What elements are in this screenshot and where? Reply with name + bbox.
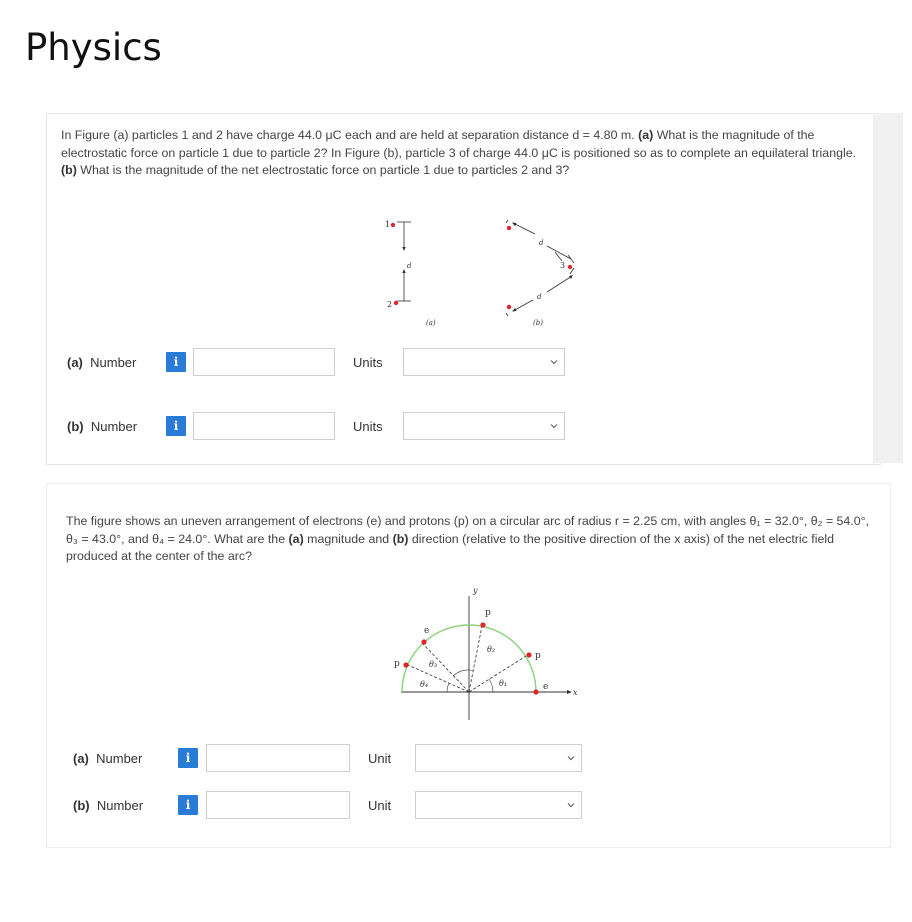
particle-2-b — [507, 305, 511, 309]
q1-row-b-number-label: Number — [90, 419, 138, 434]
figure-a — [385, 220, 436, 327]
chevron-down-icon — [566, 753, 576, 763]
electron-right-label: e — [543, 682, 549, 692]
particle-1 — [391, 223, 395, 227]
q1-row-a-units-label: Units — [353, 355, 383, 370]
q2-row-b-part: (b) — [73, 798, 90, 813]
q1-row-b-part: (b) — [67, 419, 84, 434]
q2-row-a-units-label: Unit — [368, 751, 392, 766]
q1-part-b-marker: (b) — [61, 163, 77, 177]
q1-text-part: In Figure (a) particles 1 and 2 have charge 44.0 μC each and are held at separation distance d = 4.80 m. — [61, 128, 639, 142]
distance-label-b1: d — [539, 239, 544, 247]
particle-2-label: 2 — [387, 300, 393, 309]
q1-row-b-label — [67, 419, 137, 434]
q1-text-part: What is the magnitude of the electrostatic force on particle 1 due to particle 2? In Figure (b), particle 3 of charge 44.0 μC is positioned so as to complete an equilateral triangle. — [61, 128, 857, 160]
scroll-gutter — [873, 113, 903, 463]
q2-row-b-number-label: Number — [96, 798, 144, 813]
theta-4-label: θ₄ — [420, 680, 429, 689]
figure-a-caption: (a) — [426, 319, 436, 327]
theta-2-label: θ₂ — [487, 645, 496, 654]
q2-text-part: direction (relative to the positive direction of the x axis) of the net electric field produced at the center of the arc? — [66, 531, 835, 563]
q2-row-b-label — [73, 798, 143, 813]
q1-row-b-units-select[interactable] — [403, 412, 565, 440]
question-2-card — [46, 483, 891, 848]
q1-part-a-marker: (a) — [638, 128, 654, 142]
q2-row-a-part: (a) — [73, 751, 89, 766]
chevron-down-icon — [549, 357, 559, 367]
q1-row-a-units-select[interactable] — [403, 348, 565, 376]
theta-1-label: θ₁ — [499, 679, 508, 688]
q2-row-b-units-label: Unit — [368, 798, 392, 813]
q1-row-b-number-input[interactable] — [193, 412, 335, 440]
question-2-figure — [387, 582, 587, 722]
q2-part-b-marker: (b) — [392, 531, 409, 546]
q1-answer-row-b — [67, 412, 607, 442]
q2-row-a-info-button[interactable]: i — [178, 748, 198, 768]
q1-row-a-number-label: Number — [90, 355, 137, 370]
q2-row-b-units-select[interactable] — [415, 791, 582, 819]
x-axis-label: x — [573, 688, 578, 697]
proton-top — [480, 622, 485, 627]
electron-upper-left-label: e — [424, 626, 430, 636]
electron-upper-left — [421, 639, 426, 644]
theta-3-label: θ₃ — [429, 660, 438, 669]
proton-left — [403, 662, 408, 667]
q1-row-a-part: (a) — [67, 355, 83, 370]
q1-row-a-number-input[interactable] — [193, 348, 335, 376]
chevron-down-icon — [549, 421, 559, 431]
figure-b-caption: (b) — [533, 319, 543, 327]
q2-row-b-info-button[interactable]: i — [178, 795, 198, 815]
proton-right-label: p — [535, 651, 541, 661]
particle-2 — [394, 301, 398, 305]
particle-1-label: 1 — [385, 220, 391, 229]
chevron-down-icon — [566, 800, 576, 810]
q2-answer-row-b — [73, 791, 633, 821]
question-2-text — [66, 513, 881, 566]
q2-row-a-number-label: Number — [96, 751, 143, 766]
y-axis-label: y — [473, 586, 478, 595]
q2-answer-row-a — [73, 744, 633, 774]
question-1-text — [61, 127, 861, 180]
proton-top-label: p — [485, 608, 491, 618]
electron-right — [533, 689, 538, 694]
q1-row-b-info-button[interactable]: i — [166, 416, 186, 436]
question-1-card — [46, 113, 881, 465]
q2-row-a-label — [73, 751, 142, 766]
q1-row-a-label — [67, 355, 136, 370]
q1-answer-row-a — [67, 348, 607, 378]
particle-3-label: 3 — [560, 261, 566, 270]
q2-row-a-units-select[interactable] — [415, 744, 582, 772]
distance-label-a: d — [407, 262, 412, 270]
figure-b — [506, 220, 574, 327]
q2-row-a-number-input[interactable] — [206, 744, 350, 772]
q2-text-part: The figure shows an uneven arrangement of electrons (e) and protons (p) on a circular arc of radius r = 2.25 cm, with angles θ₁ = 32.0°, θ₂ = 54.0°, θ₃ = 43.0°, and θ₄ = 24.0°. What are the — [66, 514, 870, 546]
proton-left-label: p — [394, 659, 400, 669]
q2-row-b-number-input[interactable] — [206, 791, 350, 819]
particle-3-b — [568, 265, 572, 269]
question-1-figure — [367, 204, 597, 334]
q1-text-part: What is the magnitude of the net electrostatic force on particle 1 due to particles 2 and 3? — [76, 163, 570, 177]
particle-1-b — [507, 226, 511, 230]
q2-part-a-marker: (a) — [288, 531, 304, 546]
page-title: Physics — [25, 26, 162, 69]
q1-row-b-units-label: Units — [353, 419, 383, 434]
q1-row-a-info-button[interactable]: i — [166, 352, 186, 372]
proton-right — [526, 652, 531, 657]
q2-text-part: magnitude and — [303, 531, 393, 546]
distance-label-b2: d — [537, 293, 542, 301]
